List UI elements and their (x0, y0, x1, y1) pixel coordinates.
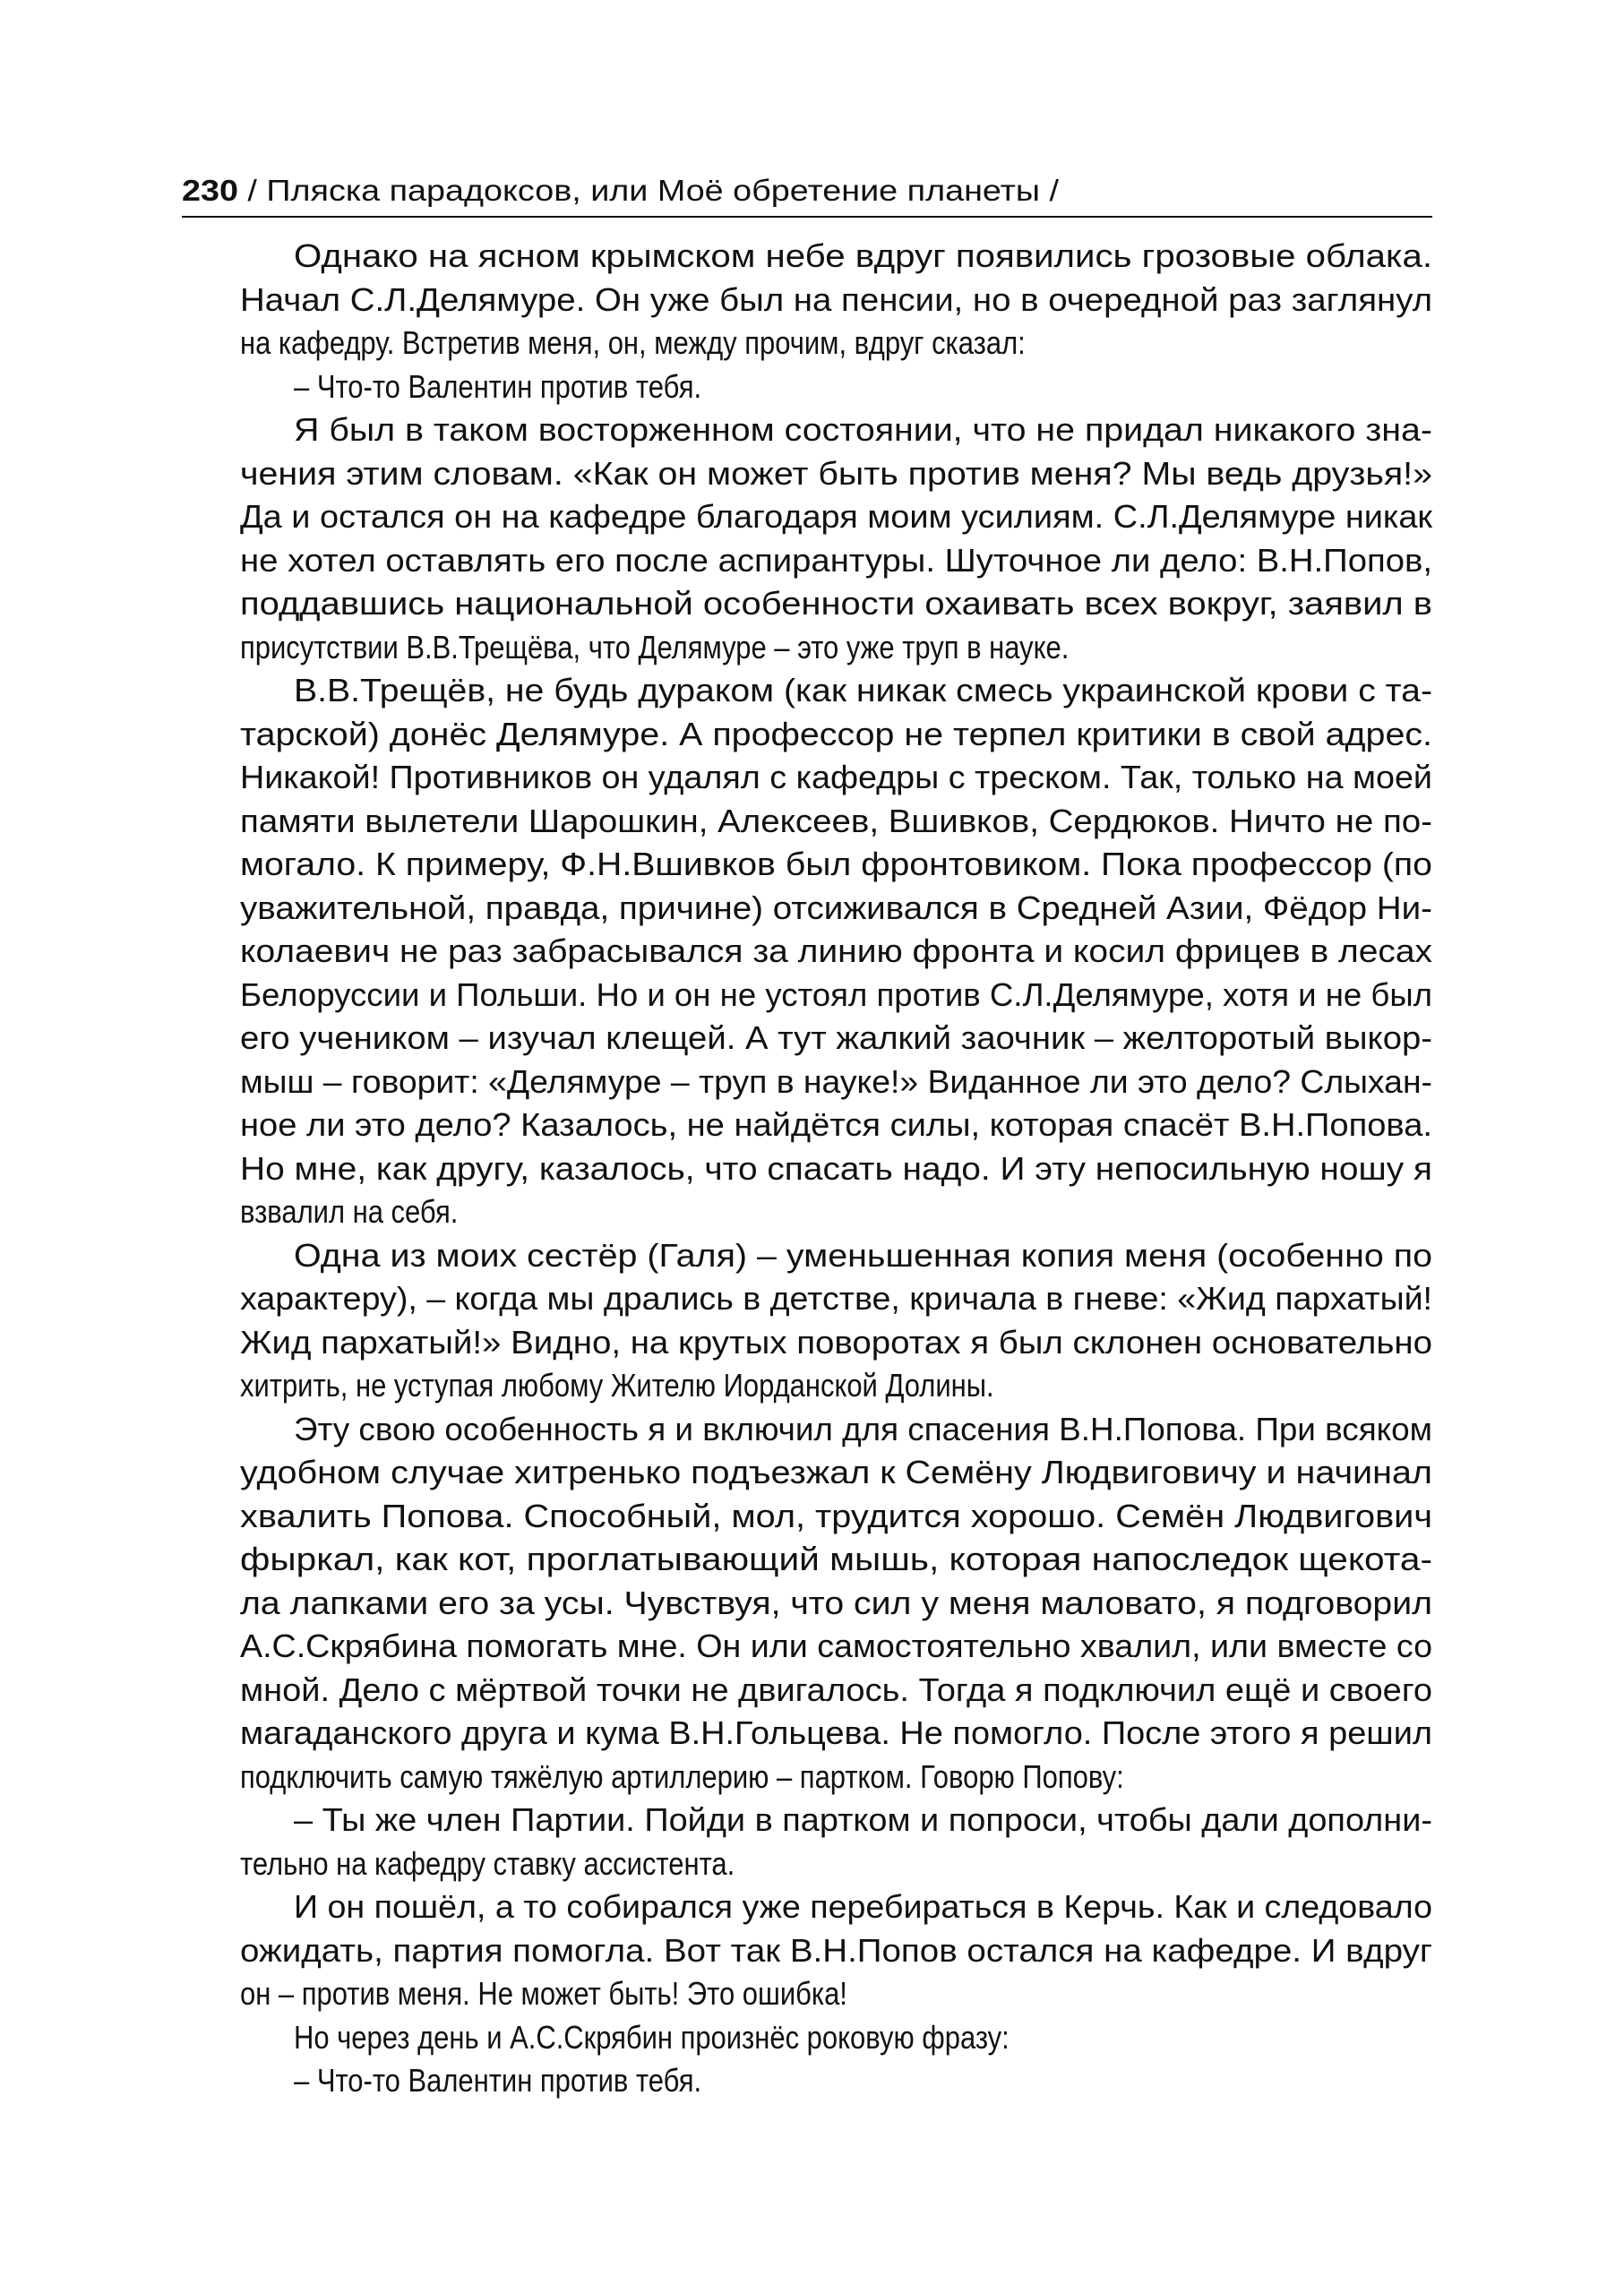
text-line (240, 1885, 1432, 1929)
text-line (240, 1799, 1432, 1842)
text-line-content: В.В.Трещёв, не будь дураком (как никак смесь украинской крови с та- (294, 672, 1432, 709)
running-header (182, 173, 1432, 209)
text-line-content: мыш – говорит: «Делямуре – труп в науке!» Виданное ли это дело? Слыхан- (240, 1062, 1432, 1100)
text-line (240, 1582, 1432, 1626)
text-line-content: Но мне, как другу, казалось, что спасать надо. И эту непосильную ношу я (240, 1149, 1432, 1187)
text-line-content: А.С.Скрябина помогать мне. Он или самостоятельно хвалил, или вместе со (240, 1627, 1433, 1664)
page-number: 230 (182, 174, 238, 207)
text-line (240, 1451, 1432, 1495)
text-line (240, 1017, 1432, 1061)
text-line-content: подключить самую тяжёлую артиллерию – партком. Говорю Попову: (240, 1757, 1124, 1795)
text-line (240, 800, 1432, 844)
text-line (240, 756, 1432, 800)
text-line-content: – Что-то Валентин против тебя. (294, 2062, 702, 2099)
text-line (240, 887, 1432, 931)
text-line-content: тарской) донёс Делямуре. А профессор не терпел критики в свой адрес. (240, 715, 1432, 752)
text-line (240, 539, 1432, 583)
text-line-content: ное ли это дело? Казалось, не найдётся силы, которая спасёт В.Н.Попова. (240, 1106, 1432, 1143)
text-line (240, 1321, 1432, 1365)
text-line-content: он – против меня. Не может быть! Это ошибка! (240, 1975, 847, 2012)
text-line-content: памяти вылетели Шарошкин, Алексеев, Вшивков, Сердюков. Ничто не по- (240, 802, 1432, 839)
text-line-content: на кафедру. Встретив меня, он, между прочим, вдруг сказал: (240, 324, 1026, 361)
text-line-content: взвалил на себя. (240, 1193, 459, 1230)
text-line-content: Эту свою особенность я и включил для спасения В.Н.Попова. При всяком (294, 1410, 1432, 1447)
text-line-content: удобном случае хитренько подъезжал к Семёну Людвиговичу и начинал (240, 1454, 1432, 1490)
text-line-content: магаданского друга и кума В.Н.Гольцева. Не помогло. После этого я решил (240, 1714, 1432, 1751)
text-line (240, 235, 1432, 279)
text-line (240, 1929, 1432, 1973)
text-line (240, 1625, 1432, 1669)
text-line-content: колаевич не раз забрасывался за линию фронта и косил фрицев в лесах (240, 932, 1432, 969)
text-line-content: тельно на кафедру ставку ассистента. (240, 1844, 735, 1882)
text-line-content: Я был в таком восторженном состоянии, что не придал никакого зна- (294, 411, 1432, 448)
header-separator: / (237, 174, 267, 207)
text-line (240, 974, 1432, 1018)
text-line (240, 279, 1432, 322)
text-line (240, 843, 1432, 887)
text-line-content: – Что-то Валентин против тебя. (294, 367, 702, 405)
text-line (240, 669, 1432, 713)
text-line-content: И он пошёл, а то собирался уже перебираться в Керчь. Как и следовало (294, 1888, 1432, 1925)
text-line (240, 626, 1432, 670)
text-line-content: поддавшись национальной особенности охаивать всех вокруг, заявил в (240, 585, 1432, 622)
text-line (240, 1538, 1432, 1582)
text-line (240, 1277, 1432, 1321)
text-line (240, 1104, 1432, 1147)
header-rule (182, 216, 1432, 218)
text-line (240, 2059, 1432, 2103)
text-line-content: могало. К примеру, Ф.Н.Вшивков был фронтовиком. Пока профессор (по (240, 846, 1432, 882)
text-line (240, 1147, 1432, 1191)
text-line-content: Белоруссии и Польши. Но и он не устоял против С.Л.Делямуре, хотя и не был (240, 975, 1432, 1013)
text-line (240, 495, 1432, 539)
text-line (240, 930, 1432, 974)
text-line-content: мной. Дело с мёртвой точки не двигалось. Тогда я подключил ещё и своего (240, 1670, 1432, 1708)
text-line-content: Но через день и А.С.Скрябин произнёс роковую фразу: (294, 2018, 1010, 2056)
text-line (240, 322, 1432, 365)
text-line (240, 365, 1432, 409)
text-line-content: его учеником – изучал клещей. А тут жалкий заочник – желторотый выкор- (240, 1019, 1433, 1056)
text-line (240, 452, 1432, 496)
text-line-content: Да и остался он на кафедре благодаря моим усилиям. С.Л.Делямуре никак (240, 498, 1432, 535)
text-line (240, 1756, 1432, 1799)
text-line (240, 1061, 1432, 1104)
text-line-content: чения этим словам. «Как он может быть против меня? Мы ведь друзья!» (240, 454, 1432, 492)
text-line-content: Жид пархатый!» Видно, на крутых поворотах я был склонен основательно (240, 1323, 1432, 1361)
text-line-content: Никакой! Противников он удалял с кафедры с треском. Так, только на моей (240, 759, 1432, 795)
text-line-content: Однако на ясном крымском небе вдруг появились грозовые облака. (294, 237, 1432, 274)
running-title: Пляска парадоксов, или Моё обретение планеты / (266, 174, 1059, 207)
text-line (240, 1495, 1432, 1539)
text-line (240, 2016, 1432, 2060)
text-line-content: ла лапками его за усы. Чувствуя, что сил у меня маловато, я подговорил (240, 1584, 1432, 1621)
text-line-content: характеру), – когда мы дрались в детстве, кричала в гневе: «Жид пархатый! (240, 1280, 1432, 1317)
text-line-content: не хотел оставлять его после аспирантуры. Шуточное ли дело: В.Н.Попов, (240, 541, 1432, 579)
text-line (240, 1712, 1432, 1756)
text-line (240, 1364, 1432, 1408)
text-line-content: хитрить, не уступая любому Жителю Иорданской Долины. (240, 1367, 994, 1404)
text-line (240, 408, 1432, 452)
text-line-content: присутствии В.В.Трещёва, что Делямуре – это уже труп в науке. (240, 628, 1070, 666)
text-line (240, 1842, 1432, 1886)
text-line-content: Одна из моих сестёр (Галя) – уменьшенная копия меня (особенно по (294, 1236, 1433, 1274)
body-text (240, 235, 1432, 2103)
text-line (240, 1408, 1432, 1452)
text-line-content: Начал С.Л.Делямуре. Он уже был на пенсии, но в очередной раз заглянул (240, 280, 1432, 318)
running-header-text (182, 173, 1059, 209)
text-line (240, 1972, 1432, 2016)
text-line-content: уважительной, правда, причине) отсиживался в Средней Азии, Фёдор Ни- (240, 889, 1432, 926)
text-line (240, 582, 1432, 626)
text-line-content: хвалить Попова. Способный, мол, трудится хорошо. Семён Людвигович (240, 1497, 1432, 1534)
text-line-content: ожидать, партия помогла. Вот так В.Н.Попов остался на кафедре. И вдруг (240, 1931, 1432, 1969)
text-line (240, 1190, 1432, 1234)
text-line (240, 1669, 1432, 1713)
text-line-content: – Ты же член Партии. Пойди в партком и попроси, чтобы дали дополни- (294, 1801, 1432, 1838)
text-line-content: фыркал, как кот, проглатывающий мышь, которая напоследок щекота- (240, 1541, 1433, 1577)
text-line (240, 713, 1432, 757)
text-line (240, 1234, 1432, 1278)
